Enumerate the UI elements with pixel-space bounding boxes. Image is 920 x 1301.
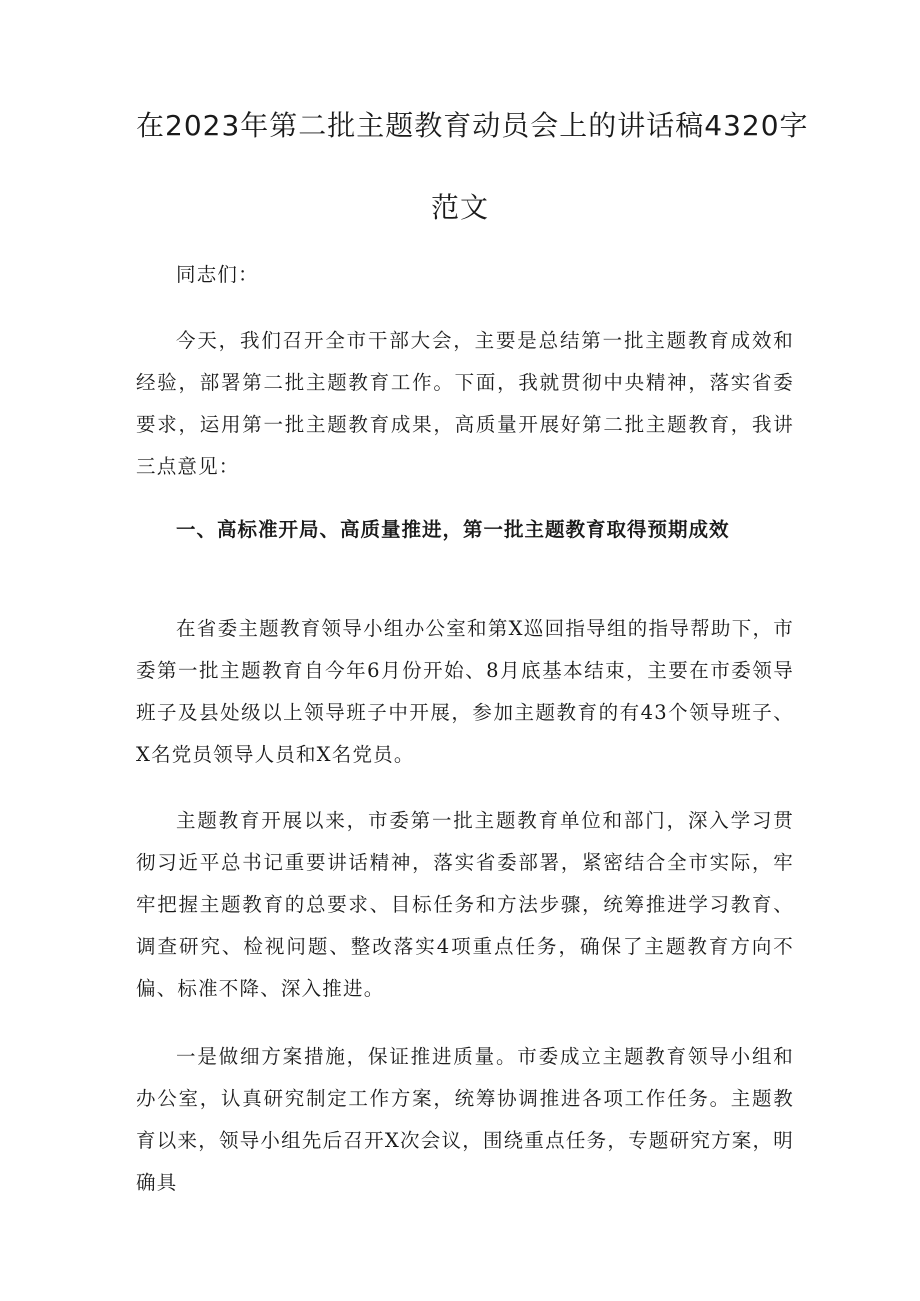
paragraph-intro: 今天，我们召开全市干部大会，主要是总结第一批主题教育成效和经验，部署第二批主题教育工作。下面，我就贯彻中央精神，落实省委要求，运用第一批主题教育成果，高质量开展好第二批主题教育，我讲三点意见： [136,329,794,478]
salutation: 同志们： [176,263,259,286]
paragraph-measures: 一是做细方案措施，保证推进质量。市委成立主题教育领导小组和办公室，认真研究制定工作方案，统筹协调推进各项工作任务。主题教育以来，领导小组先后召开X次会议，围绕重点任务，专题研究方案，明确具 [136,1045,794,1194]
document-title-line-1: 在2023年第二批主题教育动员会上的讲话稿4320字 [136,109,809,142]
paragraph-progress: 主题教育开展以来，市委第一批主题教育单位和部门，深入学习贯彻习近平总书记重要讲话精神，落实省委部署，紧密结合全市实际，牢牢把握主题教育的总要求、目标任务和方法步骤，统筹推进学习教育、调查研究、检视问题、整改落实4项重点任务，确保了主题教育方向不偏、标准不降、深入推进。 [136,809,794,1000]
paragraph-overview: 在省委主题教育领导小组办公室和第X巡回指导组的指导帮助下，市委第一批主题教育自今年6月份开始、8月底基本结束，主要在市委领导班子及县处级以上领导班子中开展，参加主题教育的有43个领导班子、X名党员领导人员和X名党员。 [136,617,794,766]
section-heading: 一、高标准开局、高质量推进，第一批主题教育取得预期成效 [176,518,730,541]
document-title-line-2: 范文 [430,191,489,224]
